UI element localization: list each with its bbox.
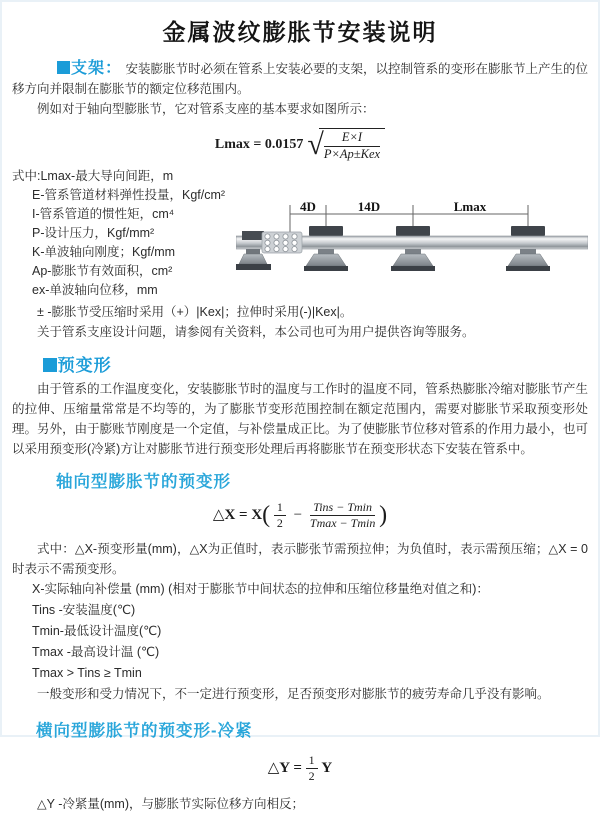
lateral-formula: [12, 754, 588, 783]
predeform-heading: 预变形: [12, 351, 588, 376]
definition-line: X-实际轴向补偿量 (mm) (相对于膨胀节中间状态的拉伸和压缩位移量绝对值之和)：: [32, 581, 489, 596]
definition-line: Tmin-最低设计温度(℃): [32, 623, 162, 638]
dim-label-4d: 4D: [300, 198, 316, 214]
definitions-and-diagram: [12, 167, 588, 302]
sqrt-radical: √ $\frac{E\times I}{\text{P×Ap±Kex}}$: [307, 128, 385, 162]
definition-line: Ap-膨胀节有效面积，cm²: [32, 263, 173, 278]
bellows-icon: [262, 232, 302, 253]
definition-line: Tmax -最高设计温 (℃): [32, 644, 160, 659]
definition-line: P-设计压力，Kgf/mm²: [32, 225, 155, 240]
plusminus-note: ± -膨胀节受压缩时采用（+）|Kex|；拉伸时采用(-)|Kex|。: [37, 304, 353, 319]
definition-line: K-单波轴向刚度；Kgf/mm: [32, 244, 176, 259]
axial-formula: △X = X( $\frac{1}{2}$ − $\frac{\text{Tins − Tmin}}{Tmax - Tmin}$ ): [212, 499, 388, 530]
definition-line: 式中:Lmax-最大导向间距，m: [12, 168, 174, 183]
page-title: 金属波纹膨胀节安装说明: [162, 19, 438, 45]
support-caps: [309, 226, 545, 236]
lateral-note: △Y -冷紧量(mm)，与膨胀节实际位移方向相反；: [37, 797, 305, 812]
pipe-support-diagram: [236, 198, 588, 294]
guide-support: [304, 249, 348, 271]
anchor-block: [242, 231, 264, 240]
axial-formula-lhs: △X = X: [212, 506, 263, 523]
definition-line: E-管系管道材料弹性投量，Kgf/cm²: [32, 187, 226, 202]
temperature-fraction: $\frac{\text{Tins − Tmin}}{Tmax - Tmin}$: [309, 499, 376, 530]
dim-label-lmax: Lmax: [453, 198, 487, 214]
lmax-formula: [12, 128, 588, 162]
support-intro-paragraph: [12, 59, 588, 99]
axial-definitions: [12, 579, 588, 684]
axial-subtitle: 轴向型膨胀节的预变形: [56, 472, 231, 491]
axial-note: 一般变形和受力情况下，不一定进行预变形，足否预变形对膨胀节的疲劳寿命几乎没有影响。: [37, 686, 550, 701]
guide-support: [506, 249, 550, 271]
lmax-fraction: $\frac{E\times I}{\text{P×Ap±Kex}}$: [323, 130, 381, 161]
definition-line: Tins -安装温度(℃): [32, 602, 136, 617]
support-heading: 支架：: [57, 60, 122, 77]
lateral-formula-lhs: △Y =: [267, 760, 302, 776]
definition-line: Tmax > Tins ≥ Tmin: [32, 665, 142, 680]
consult-note: 关于管系支座设计问题，请参阅有关资料，本公司也可为用户提供咨询等服务。: [37, 324, 475, 339]
support-example-text: 例如对于轴向型膨胀节，它对管系支座的基本要求如图所示：: [37, 102, 375, 116]
axial-explain: 式中：△X-预变形量(mm)，△X为正值时，表示膨张节需预拉伸；为负值时，表示需预压缩；△X = 0时表示不需预变形。: [12, 541, 588, 576]
lateral-subtitle: 横向型膨胀节的预变形-冷紧: [36, 721, 253, 740]
definition-line: I-管系管道的惯性矩，cm⁴: [32, 206, 175, 221]
lmax-formula-prefix: Lmax = 0.0157: [214, 136, 304, 152]
section-square-icon: [43, 358, 57, 372]
section-square-icon: [57, 61, 70, 74]
dim-label-14d: 14D: [357, 198, 381, 214]
definition-line: ex-单波轴向位移，mm: [32, 282, 158, 297]
predeform-paragraph: 由于管系的工作温度变化，安装膨胀节时的温度与工作时的温度不同，管系热膨胀冷缩对膨胀节产生的拉伸、压缩量常常是不均等的，为了膨胀节变形范围控制在额定范围内，需要对膨胀节采取预变形处理。另外，由于膨账节刚度是一个定值，与补偿量成正比。为了使膨胀节位移对管系的作用力最小，也可以采用预变形(冷紧)方让对膨胀节进行预变形处理后再将膨胀节在预变形状态下安装在管系中。: [12, 381, 588, 456]
lateral-formula-rhs: Y: [321, 760, 333, 776]
half-fraction: $\frac{1}{2}$: [274, 501, 286, 530]
guide-support: [391, 249, 435, 271]
half-fraction: $\frac{1}{2}$: [306, 754, 318, 783]
support-intro-text: 安装膨胀节时必须在管系上安装必要的支架，以控制管系的变形在膨胀节上产生的位移方向并限制在膨胀节的额定位移范围内。: [12, 62, 589, 96]
